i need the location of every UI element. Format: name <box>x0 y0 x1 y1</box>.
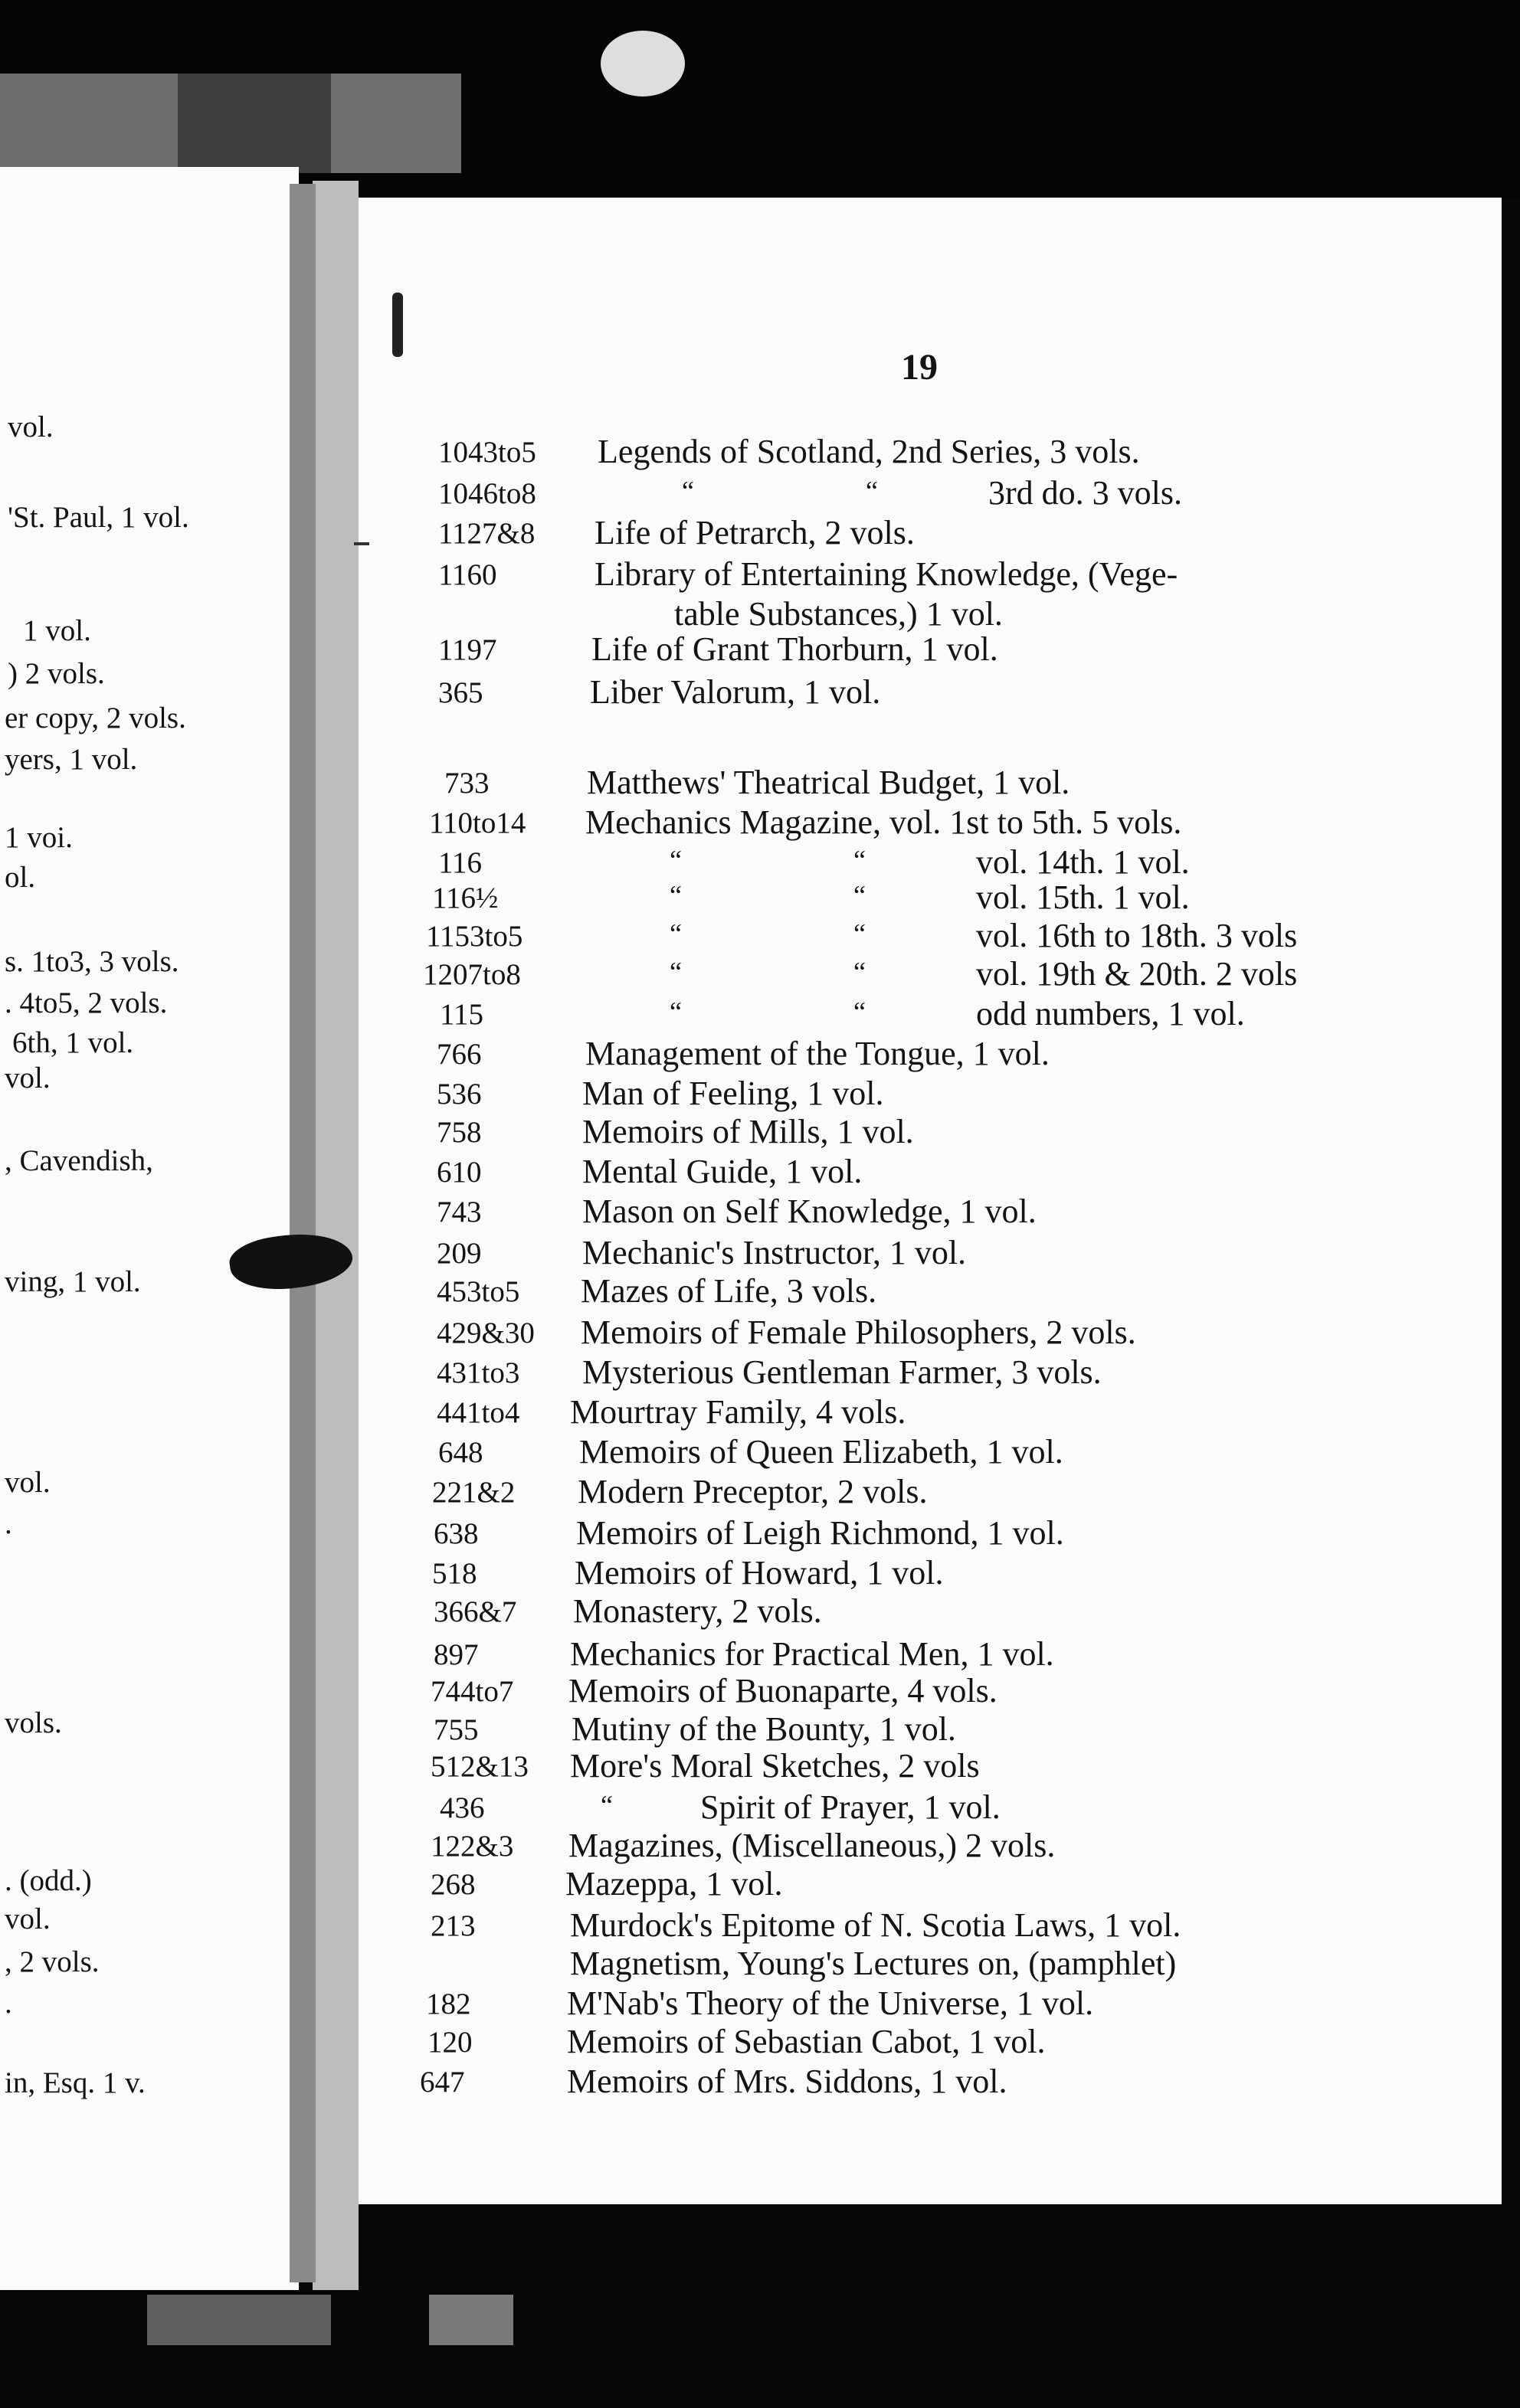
left-fragment: vol. <box>5 1466 51 1499</box>
entry-number: 366&7 <box>434 1595 517 1628</box>
binding-edge <box>331 74 461 173</box>
entry-title: Mechanic's Instructor, 1 vol. <box>582 1234 967 1271</box>
left-fragment: s. 1to3, 3 vols. <box>5 945 179 978</box>
entry-number: 429&30 <box>437 1317 535 1350</box>
scan-speck <box>601 31 685 97</box>
entry-title: Memoirs of Female Philosophers, 2 vols. <box>581 1314 1136 1351</box>
entry-number: 365 <box>438 676 483 709</box>
entry-number: 221&2 <box>432 1476 516 1509</box>
ditto-mark: “ <box>853 845 866 875</box>
entry-title: Spirit of Prayer, 1 vol. <box>700 1788 1001 1826</box>
entry-number: 758 <box>437 1116 482 1149</box>
entry-number: 1160 <box>438 558 497 591</box>
binding-edge <box>178 74 331 173</box>
entry-title: Mechanics Magazine, vol. 1st to 5th. 5 vols. <box>585 803 1182 841</box>
entry-title: Matthews' Theatrical Budget, 1 vol. <box>587 764 1070 801</box>
entry-number: 755 <box>434 1713 479 1746</box>
left-fragment: . (odd.) <box>5 1864 92 1897</box>
ditto-mark: “ <box>670 996 682 1027</box>
entry-number: 536 <box>437 1078 482 1111</box>
entry-title: Life of Petrarch, 2 vols. <box>595 514 915 551</box>
left-fragment: vol. <box>5 1903 51 1935</box>
ditto-mark: “ <box>670 845 682 875</box>
ditto-mark: “ <box>853 996 866 1027</box>
entry-number: 1197 <box>438 633 497 666</box>
page-gutter-shadow <box>290 184 316 2282</box>
entry-number: 209 <box>437 1237 482 1270</box>
entry-number: 441to4 <box>437 1396 520 1429</box>
left-fragment: vol. <box>5 1062 51 1094</box>
ditto-mark: “ <box>670 957 682 987</box>
entry-number: 897 <box>434 1638 479 1671</box>
binding-edge <box>429 2295 513 2345</box>
entry-number: 116½ <box>432 882 499 914</box>
left-fragment: er copy, 2 vols. <box>5 702 186 735</box>
left-fragment: , Cavendish, <box>5 1144 153 1177</box>
entry-title: Memoirs of Howard, 1 vol. <box>575 1554 944 1592</box>
entry-title: Murdock's Epitome of N. Scotia Laws, 1 vol. <box>570 1906 1181 1944</box>
left-fragment: ol. <box>5 861 36 894</box>
entry-title: vol. 14th. 1 vol. <box>976 843 1190 881</box>
entry-title: Mazeppa, 1 vol. <box>565 1865 783 1903</box>
ditto-mark: “ <box>866 476 878 506</box>
entry-title: Mason on Self Knowledge, 1 vol. <box>582 1193 1037 1230</box>
entry-title: Magnetism, Young's Lectures on, (pamphlet) <box>570 1945 1177 1982</box>
entry-title: Modern Preceptor, 2 vols. <box>578 1473 928 1510</box>
page-number: 19 <box>901 347 938 388</box>
entry-title: Library of Entertaining Knowledge, (Vege- <box>595 555 1178 593</box>
entry-number: 1046to8 <box>438 477 536 510</box>
entry-title: Man of Feeling, 1 vol. <box>582 1075 884 1112</box>
ditto-mark: “ <box>853 880 866 911</box>
entry-title: Memoirs of Buonaparte, 4 vols. <box>568 1672 998 1709</box>
entry-number: 648 <box>438 1436 483 1469</box>
entry-number: 610 <box>437 1156 482 1189</box>
entry-title: Monastery, 2 vols. <box>573 1592 822 1630</box>
ditto-mark: “ <box>670 918 682 949</box>
entry-title: Mutiny of the Bounty, 1 vol. <box>572 1710 956 1748</box>
entry-title: Mental Guide, 1 vol. <box>582 1153 863 1190</box>
entry-number: 436 <box>440 1791 485 1824</box>
entry-title: Mechanics for Practical Men, 1 vol. <box>570 1635 1054 1673</box>
ink-mark <box>354 542 369 545</box>
entry-number: 1127&8 <box>438 517 536 550</box>
ditto-mark: “ <box>853 957 866 987</box>
entry-title: Legends of Scotland, 2nd Series, 3 vols. <box>598 433 1140 470</box>
entry-title-continued: table Substances,) 1 vol. <box>674 595 1003 633</box>
binding-edge <box>147 2295 331 2345</box>
left-fragment: 'St. Paul, 1 vol. <box>8 501 189 534</box>
entry-number: 647 <box>420 2066 465 2099</box>
entry-title: Liber Valorum, 1 vol. <box>590 673 881 711</box>
left-fragment: ) 2 vols. <box>8 657 105 690</box>
entry-number: 122&3 <box>431 1830 514 1863</box>
entry-title: Mysterious Gentleman Farmer, 3 vols. <box>582 1353 1102 1391</box>
left-fragment: 1 voi. <box>5 821 73 854</box>
binding-edge <box>0 74 178 173</box>
entry-number: 518 <box>432 1557 477 1590</box>
entry-number: 115 <box>440 998 484 1031</box>
entry-number: 120 <box>428 2026 473 2059</box>
entry-title: Memoirs of Mills, 1 vol. <box>582 1113 914 1150</box>
entry-title: Management of the Tongue, 1 vol. <box>585 1035 1050 1072</box>
left-fragment: . <box>5 1987 12 2020</box>
entry-number: 453to5 <box>437 1275 520 1308</box>
entry-number: 268 <box>431 1868 476 1901</box>
left-fragment: 1 vol. <box>23 614 91 647</box>
entry-title: Magazines, (Miscellaneous,) 2 vols. <box>568 1827 1056 1864</box>
entry-number: 733 <box>444 767 490 800</box>
entry-number: 1207to8 <box>423 958 521 991</box>
entry-title: Memoirs of Sebastian Cabot, 1 vol. <box>567 2023 1046 2060</box>
ink-mark <box>392 293 403 357</box>
ditto-mark: “ <box>682 476 694 506</box>
entry-title: Life of Grant Thorburn, 1 vol. <box>591 630 998 668</box>
ditto-mark: “ <box>853 918 866 949</box>
entry-title: 3rd do. 3 vols. <box>988 474 1182 512</box>
entry-number: 431to3 <box>437 1356 520 1389</box>
entry-title: Memoirs of Leigh Richmond, 1 vol. <box>576 1514 1064 1552</box>
entry-title: vol. 19th & 20th. 2 vols <box>976 955 1298 993</box>
left-fragment: vol. <box>8 411 54 443</box>
left-fragment: . <box>5 1507 12 1540</box>
left-fragment: yers, 1 vol. <box>5 743 138 776</box>
ditto-mark: “ <box>601 1790 613 1821</box>
entry-number: 743 <box>437 1196 482 1229</box>
entry-title: vol. 16th to 18th. 3 vols <box>976 917 1298 954</box>
left-fragment: , 2 vols. <box>5 1945 100 1978</box>
left-fragment: in, Esq. 1 v. <box>5 2066 146 2099</box>
entry-title: Memoirs of Mrs. Siddons, 1 vol. <box>567 2063 1007 2100</box>
left-fragment: 6th, 1 vol. <box>12 1026 134 1059</box>
left-fragment: vols. <box>5 1706 62 1739</box>
entry-number: 512&13 <box>431 1750 529 1783</box>
entry-title: vol. 15th. 1 vol. <box>976 878 1190 916</box>
entry-number: 1153to5 <box>426 920 523 953</box>
left-fragment: . 4to5, 2 vols. <box>5 986 168 1019</box>
entry-title: Mazes of Life, 3 vols. <box>581 1272 877 1310</box>
entry-number: 116 <box>438 846 483 879</box>
entry-title: Mourtray Family, 4 vols. <box>570 1393 906 1431</box>
ditto-mark: “ <box>670 880 682 911</box>
entry-number: 638 <box>434 1517 479 1550</box>
entry-number: 213 <box>431 1909 476 1942</box>
entry-title: M'Nab's Theory of the Universe, 1 vol. <box>567 1984 1094 2022</box>
entry-number: 1043to5 <box>438 436 536 469</box>
entry-number: 744to7 <box>431 1675 514 1708</box>
entry-title: Memoirs of Queen Elizabeth, 1 vol. <box>579 1433 1063 1471</box>
entry-title: More's Moral Sketches, 2 vols <box>570 1747 980 1785</box>
entry-title: odd numbers, 1 vol. <box>976 995 1245 1032</box>
entry-number: 110to14 <box>429 806 526 839</box>
entry-number: 766 <box>437 1038 482 1071</box>
left-fragment: ving, 1 vol. <box>5 1265 141 1298</box>
entry-number: 182 <box>426 1988 471 2020</box>
